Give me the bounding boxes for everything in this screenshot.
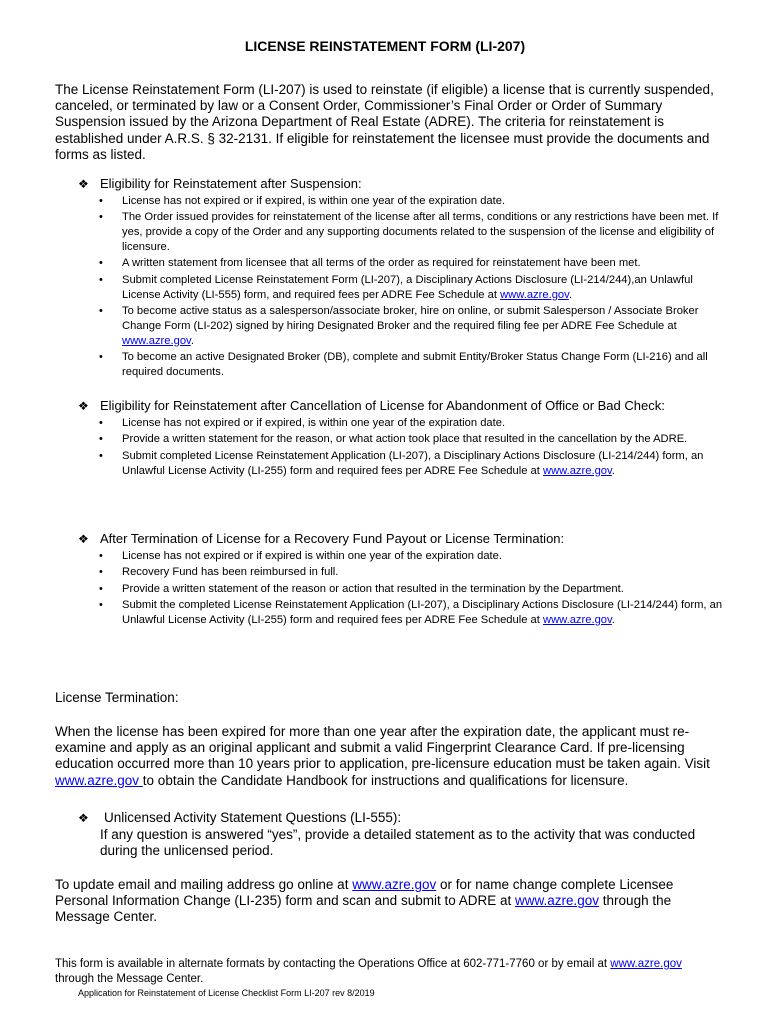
bullet-icon: • (99, 417, 103, 429)
section-termination (78, 531, 728, 629)
list-item: • The Order issued provides for reinstatement of the license after all terms, conditions or any restrictions have been met. If yes, provide a copy of the Order and any supporting documents related to the suspension of the license and eligibility of licensure. (99, 211, 719, 253)
bullet-icon: • (99, 195, 103, 207)
unlicensed-activity-section (78, 810, 728, 860)
section-heading: ❖ Unlicensed Activity Statement Questions (LI-555): (78, 810, 402, 825)
section-heading: ❖ Eligibility for Reinstatement after Suspension: (78, 176, 362, 191)
azre-link[interactable]: www.azre.gov (122, 334, 191, 347)
intro-paragraph: The License Reinstatement Form (LI-207) is used to reinstate (if eligible) a license that is currently suspended, canceled, or terminated by law or a Consent Order, Commissioner’s Final Order or Order of Summary Suspension issued by the Arizona Department of Real Estate (ADRE). The criteria for reinstatement is established under A.R.S. § 32-2131. If eligible for reinstatement the licensee must provide the documents and forms as listed. (55, 82, 714, 162)
license-termination-paragraph: When the license has been expired for more than one year after the expiration date, the applicant must re-examine and apply as an original applicant and submit a valid Fingerprint Clearance Card. If pre-licensing education occurred more than 10 years prior to application, pre-licensure education must be taken again. Visit www.azre.gov to obtain the Candidate Handbook for instructions and qualifications for licensure. (55, 724, 710, 788)
diamond-bullet-icon: ❖ (78, 532, 89, 546)
section-cancellation (78, 398, 728, 480)
alternate-formats-note: This form is available in alternate formats by contacting the Operations Office at 602-771-7760 or by email at www.azre.gov through the Message Center. (55, 958, 682, 985)
bullet-icon: • (99, 273, 103, 286)
azre-link[interactable]: www.azre.gov (542, 464, 612, 477)
azre-link[interactable]: www.azre.gov (610, 958, 682, 970)
list-item: • To become active status as a salesperson/associate broker, hire on online, or submit Salesperson / Associate Broker Change Form (LI-202) signed by hiring Designated Broker and the required filing fee per ADRE Fee Schedule at www.azre.gov. (99, 304, 699, 347)
bullet-icon: • (99, 449, 103, 462)
list-item: • License has not expired or if expired, is within one year of the expiration date. (99, 417, 506, 429)
page-footer: Application for Reinstatement of License Checklist Form LI-207 rev 8/2019 (78, 988, 375, 998)
list-item: • Submit completed License Reinstatement Application (LI-207), a Disciplinary Actions Disclosure (LI-214/244) form, an Unlawful License Activity (LI-255) form and required fees per ADRE Fee Schedule at www.azre.gov. (99, 449, 704, 477)
update-address-paragraph: To update email and mailing address go online at www.azre.gov or for name change complete Licensee Personal Information Change (LI-235) form and scan and submit to ADRE at www.azre.gov through the Message Center. (55, 877, 674, 925)
section-suspension (78, 176, 728, 381)
bullet-icon: • (99, 550, 103, 562)
bullet-icon: • (99, 433, 103, 446)
list-item: • Submit completed License Reinstatement Form (LI-207), a Disciplinary Actions Disclosure (LI-214/244),an Unlawful License Activity (LI-555) form, and required fees per ADRE Fee Schedule at www.azre.gov. (99, 273, 693, 301)
azre-link[interactable]: www.azre.gov (542, 613, 612, 626)
bullet-icon: • (99, 257, 103, 270)
diamond-bullet-icon: ❖ (78, 399, 89, 413)
bullet-icon: • (99, 599, 103, 612)
section-heading: ❖ After Termination of License for a Recovery Fund Payout or License Termination: (78, 531, 565, 546)
list-item: • Submit the completed License Reinstatement Application (LI-207), a Disciplinary Actions Disclosure (LI-214/244) form, an Unlawful License Activity (LI-255) form and required fees per ADRE Fee Schedule at www.azre.gov. (99, 599, 723, 626)
diamond-bullet-icon: ❖ (78, 811, 89, 825)
bullet-icon: • (99, 304, 103, 317)
list-item: • License has not expired or if expired, is within one year of the expiration date. (99, 195, 506, 207)
diamond-bullet-icon: ❖ (78, 177, 89, 191)
list-item: • Provide a written statement of the reason or action that resulted in the termination by the Department. (99, 582, 624, 595)
azre-link[interactable]: www.azre.gov (500, 288, 569, 301)
license-termination-heading: License Termination: (55, 690, 179, 705)
list-item: • To become an active Designated Broker (DB), complete and submit Entity/Broker Status Change Form (LI-216) and all required documents. (99, 350, 708, 378)
section-heading: ❖ Eligibility for Reinstatement after Cancellation of License for Abandonment of Office or Bad Check: (78, 398, 665, 413)
list-item: • Provide a written statement for the reason, or what action took place that resulted in the cancellation by the ADRE. (99, 433, 688, 446)
bullet-icon: • (99, 582, 103, 595)
azre-link[interactable]: www.azre.gov (515, 893, 600, 909)
bullet-icon: • (99, 211, 103, 224)
azre-link[interactable]: www.azre.gov (55, 772, 143, 788)
unlicensed-activity-text: If any question is answered “yes”, provide a detailed statement as to the activity that was conducted during the unlicensed period. (100, 826, 696, 858)
list-item: • License has not expired or if expired is within one year of the expiration date. (99, 550, 502, 562)
bullet-icon: • (99, 566, 103, 579)
azre-link[interactable]: www.azre.gov (352, 877, 437, 892)
list-item: • A written statement from licensee that all terms of the order as required for reinstatement have been met. (99, 257, 641, 270)
bullet-icon: • (99, 350, 103, 363)
list-item: • Recovery Fund has been reimbursed in full. (99, 566, 339, 579)
page-title: LICENSE REINSTATEMENT FORM (LI-207) (244, 38, 526, 54)
